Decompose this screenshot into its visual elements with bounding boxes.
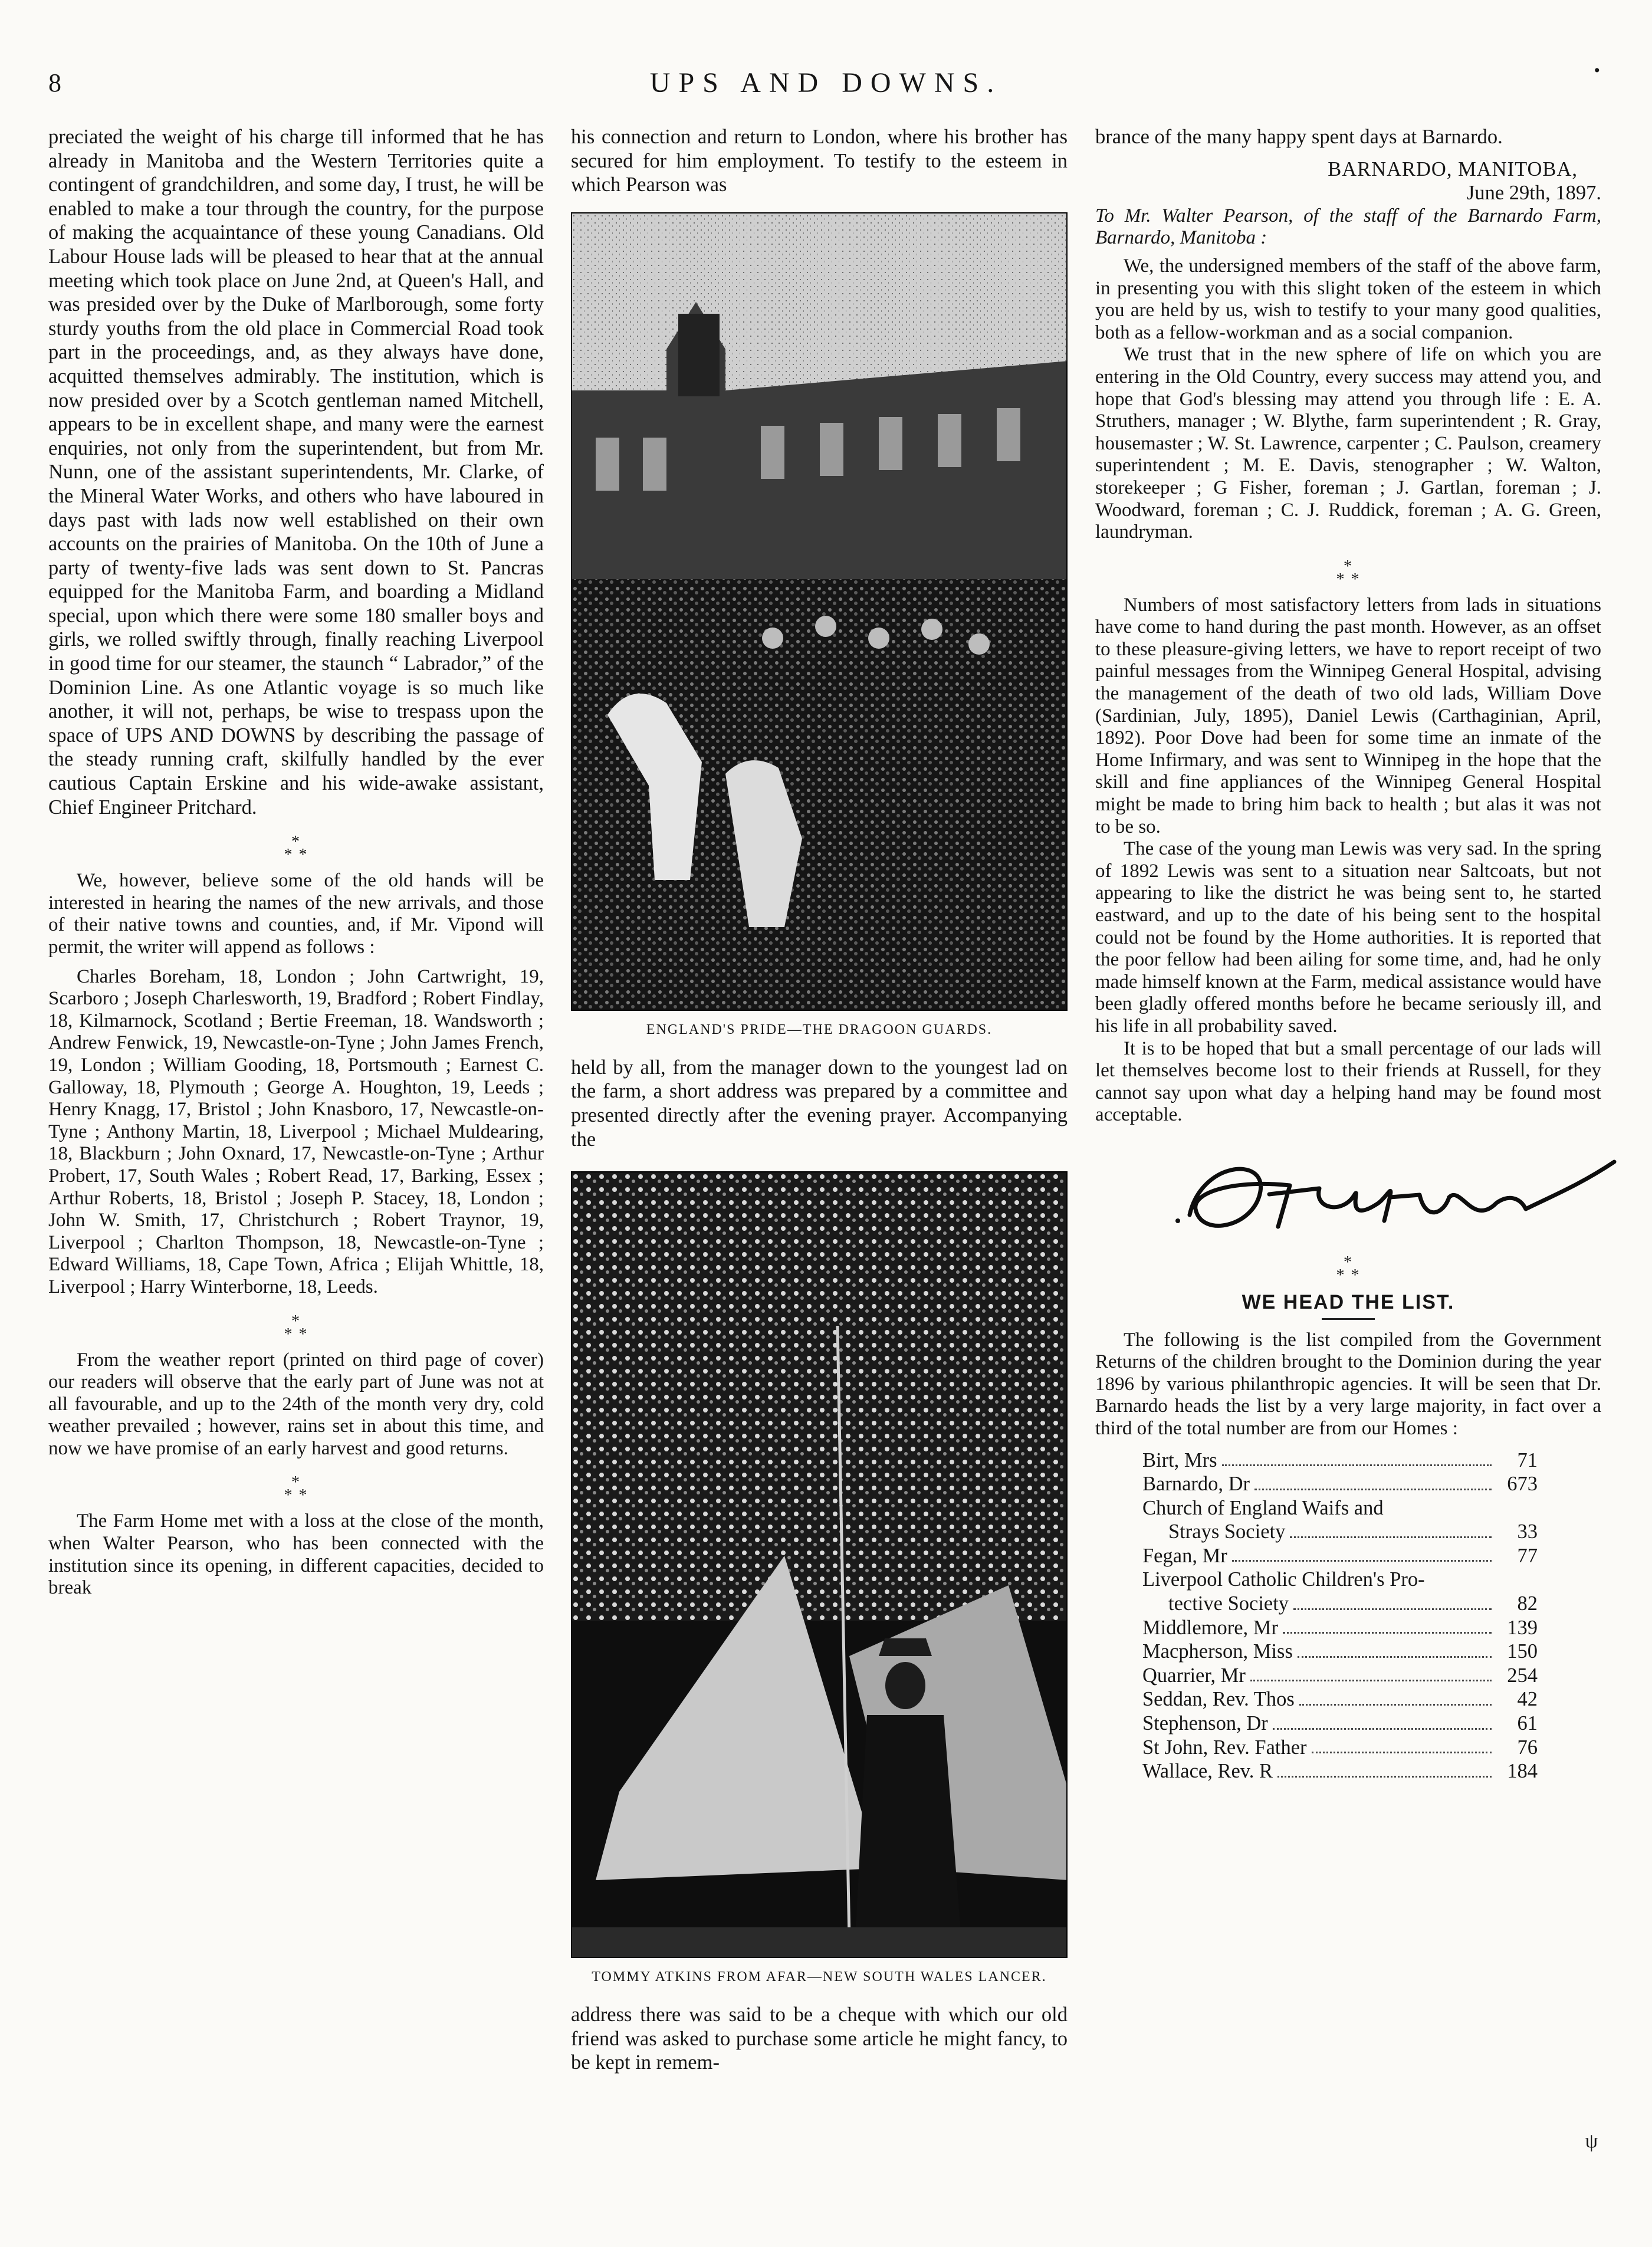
photo-nsw-lancer xyxy=(571,1171,1068,1958)
footer-mark: ψ xyxy=(1585,2130,1598,2152)
heading-rule xyxy=(1322,1318,1375,1320)
agency-count: 76 xyxy=(1517,1736,1538,1759)
paragraph: It is to be hoped that but a small percentage of our lads will let themselves become lost to their friends at Russell, for they cannot say upon what day a helping hand may be found most acceptable. xyxy=(1095,1037,1601,1126)
column-left xyxy=(48,125,544,1599)
agency-count: 33 xyxy=(1517,1520,1538,1543)
paragraph: brance of the many happy spent days at Barnardo. xyxy=(1095,126,1503,148)
photo-illustration xyxy=(572,213,1068,1010)
agency-count: 184 xyxy=(1507,1760,1538,1783)
handwritten-signature xyxy=(1166,1138,1626,1256)
agency-count: 673 xyxy=(1507,1473,1538,1496)
paragraph: his connection and return to London, where his brother has secured for him employment. To testify to the esteem in which Pearson was xyxy=(571,126,1068,196)
agency-name: Birt, Mrs xyxy=(1142,1448,1217,1471)
paragraph: We, however, believe some of the old hands will be interested in hearing the names of the new arrivals, and those of their native towns and counties, and, if Mr. Vipond will permit, the writer will append as follows : xyxy=(48,870,544,958)
section-divider-asterism: * * * xyxy=(1336,557,1361,589)
list-item xyxy=(1142,1544,1538,1568)
list-item xyxy=(1142,1448,1538,1473)
section-divider-asterism: * * * xyxy=(284,833,308,865)
agency-name: Stephenson, Dr xyxy=(1142,1712,1268,1735)
paragraph: preciated the weight of his charge till informed that he has already in Manitoba and the Western Territories quite a contingent of grandchildren, and some day, I trust, he will be enabled to make a tour through the country, for the purpose of making the acquaintance of these young Canadians. Old Labour House lads will be pleased to hear that at the annual meeting which took place on June 2nd, at Queen's Hall, and was presided over by the Duke of Marlborough, some forty sturdy youths from the old place in Commercial Road took part in the proceedings, and, as they always have done, acquitted themselves admirably. The institution, which is now presided over by a Scotch gentleman named Mitchell, appears to be in excellent shape, and many were the earnest enquiries, not only from the superintendent, but from Mr. Nunn, one of the assistant superintendents, Mr. Clarke, of the Mineral Water Works, and others who have laboured in days past with lads now well established on their own accounts on the prairies of Manitoba. On the 10th of June a party of twenty-five lads was sent down to St. Pancras equipped for the Manitoba Farm, and boarding a Midland special, upon which there were some 180 smaller boys and girls, we rolled swiftly through, finally reaching Liverpool in good time for our steamer, the staunch “ Labrador,” of the Dominion Line. As one Atlantic voyage is so much like another, it will not, perhaps, be wise to trespass upon the space of UPS AND DOWNS by describing the passage of the steady running craft, skilfully handled by the ever cautious Captain Erskine and his wide-awake assistant, Chief Engineer Pritchard. xyxy=(48,126,544,819)
column-middle xyxy=(571,125,1068,2075)
agency-name: Fegan, Mr xyxy=(1142,1544,1227,1567)
list-item xyxy=(1142,1568,1538,1615)
section-heading: WE HEAD THE LIST. xyxy=(1242,1290,1455,1313)
section-divider-asterism: * * * xyxy=(284,1473,308,1505)
agency-name-cont: Strays Society xyxy=(1168,1520,1286,1543)
letter-date: June 29th, 1897. xyxy=(1466,182,1601,205)
agency-name: Middlemore, Mr xyxy=(1142,1616,1278,1639)
paragraph: The following is the list compiled from the Government Returns of the children brought to the Dominion during the year 1896 by various philanthropic agencies. It will be seen that Dr. Barnardo heads the list by a very large majority, in fact over a third of the total number are from our Homes : xyxy=(1095,1329,1601,1439)
agency-count: 42 xyxy=(1517,1688,1538,1711)
paragraph: We, the undersigned members of the staff of the above farm, in presenting you with this slight token of the esteem in which you are held by us, wish to testify to your many good qualities, both as a fellow-workman and as a social companion. xyxy=(1095,255,1601,343)
agency-count: 150 xyxy=(1507,1640,1538,1663)
letter-addressee: To Mr. Walter Pearson, of the staff of the Barnardo Farm, Barnardo, Manitoba : xyxy=(1095,205,1601,249)
agency-name-cont: tective Society xyxy=(1168,1592,1289,1615)
letter-place: BARNARDO, MANITOBA, xyxy=(1328,157,1578,180)
list-item xyxy=(1142,1496,1538,1544)
agency-name: Macpherson, Miss xyxy=(1142,1640,1293,1663)
agency-name: Church of England Waifs and xyxy=(1142,1496,1384,1519)
corner-mark: • xyxy=(1594,61,1600,80)
paragraph: Numbers of most satisfactory letters from lads in situations have come to hand during the past month. However, as an offset to these pleasure-giving letters, we have to report receipt of two painful messages from the Winnipeg General Hospital, advising the management of the death of two old lads, William Dove (Sardinian, July, 1895), Daniel Lewis (Carthaginian, April, 1892). Poor Dove had been for some time an inmate of the Home Infirmary, and was sent to Winnipeg in the hope that the skill and fine appliances of the Winnipeg General Hospital might be made to bring him back to health ; but alas it was not to be so. xyxy=(1095,594,1601,837)
list-item xyxy=(1142,1616,1538,1640)
paragraph: The Farm Home met with a loss at the close of the month, when Walter Pearson, who has been connected with the institution since its opening, in different capacities, decided to break xyxy=(48,1510,544,1599)
list-item xyxy=(1142,1711,1538,1736)
agency-count: 82 xyxy=(1517,1592,1538,1615)
list-item xyxy=(1142,1472,1538,1496)
page-number: 8 xyxy=(48,68,61,97)
paragraph: The case of the young man Lewis was very sad. In the spring of 1892 Lewis was sent to a situation near Saltcoats, but not appearing to like the district he was being sent to, he started eastward, and up to the date of his being sent to the hospital could not be found by the Home authorities. It is reported that the poor fellow had been ailing for some time, and, had he only made himself known at the Farm, medical assistance would have been gladly offered months before he became seriously ill, and his life in all probability saved. xyxy=(1095,838,1601,1037)
agency-count: 139 xyxy=(1507,1616,1538,1639)
agency-table xyxy=(1142,1448,1538,1783)
paragraph: We trust that in the new sphere of life on which you are entering in the Old Country, every success may attend you, and hope that God's blessing may attend you through life : E. A. Struthers, manager ; W. Blythe, farm superintendent ; R. Gray, housemaster ; W. St. Lawrence, carpenter ; C. Paulson, creamery superintendent ; M. E. Davis, stenographer ; W. Walton, storekeeper ; G Fisher, foreman ; J. Gartlan, foreman ; J. Woodward, foreman ; C. J. Ruddick, foreman ; A. G. Green, laundryman. xyxy=(1095,344,1601,543)
list-item xyxy=(1142,1640,1538,1664)
list-item xyxy=(1142,1664,1538,1688)
photo-caption: TOMMY ATKINS FROM AFAR—NEW SOUTH WALES LANCER. xyxy=(592,1969,1047,1985)
agency-count: 254 xyxy=(1507,1664,1538,1687)
agency-name: Liverpool Catholic Children's Pro- xyxy=(1142,1568,1425,1591)
list-item xyxy=(1142,1687,1538,1711)
agency-count: 61 xyxy=(1517,1712,1538,1735)
agency-count: 71 xyxy=(1517,1448,1538,1471)
photo-illustration xyxy=(572,1172,1068,1957)
photo-caption: ENGLAND'S PRIDE—THE DRAGOON GUARDS. xyxy=(646,1021,993,1037)
column-right xyxy=(1095,125,1601,1783)
page-header xyxy=(0,56,1652,109)
agency-name: Quarrier, Mr xyxy=(1142,1664,1246,1687)
photo-dragoon-guards xyxy=(571,212,1068,1011)
agency-count: 77 xyxy=(1517,1544,1538,1567)
running-title: UPS AND DOWNS. xyxy=(649,67,1003,98)
section-divider-asterism: * * * xyxy=(1336,1253,1361,1285)
paragraph: address there was said to be a cheque with which our old friend was asked to purchase some article he might fancy, to be kept in remem- xyxy=(571,2003,1068,2074)
agency-name: Barnardo, Dr xyxy=(1142,1473,1250,1496)
agency-name: Seddan, Rev. Thos xyxy=(1142,1688,1295,1711)
list-item xyxy=(1142,1759,1538,1783)
agency-name: St John, Rev. Father xyxy=(1142,1736,1307,1759)
paragraph: From the weather report (printed on third page of cover) our readers will observe that the early part of June was not at all favourable, and up to the 24th of the month very dry, cold weather prevailed ; however, rains set in about this time, and now we have promise of an early harvest and good returns. xyxy=(48,1349,544,1459)
list-item xyxy=(1142,1736,1538,1760)
agency-name: Wallace, Rev. R xyxy=(1142,1760,1273,1783)
signature-area xyxy=(1095,1138,1601,1256)
section-divider-asterism: * * * xyxy=(284,1312,308,1343)
paragraph: held by all, from the manager down to the youngest lad on the farm, a short address was prepared by a committee and presented directly after the evening prayer. Accompanying the xyxy=(571,1056,1068,1151)
arrivals-list: Charles Boreham, 18, London ; John Cartwright, 19, Scarboro ; Joseph Charlesworth, 19, Bradford ; Robert Findlay, 18, Kilmarnock, Scotland ; Bertie Freeman, 18. Wandsworth ; Andrew Fenwick, 19, Newcastle-on-Tyne ; John James French, 19, London ; William Gooding, 18, Portsmouth ; Earnest C. Galloway, 18, Plymouth ; George A. Houghton, 19, Leeds ; Henry Knagg, 17, Bristol ; John Knasboro, 17, Newcastle-on-Tyne ; Anthony Martin, 18, Liverpool ; Michael Muldearing, 18, Blackburn ; John Oxnard, 17, Newcastle-on-Tyne ; Arthur Probert, 17, South Wales ; Robert Read, 17, Barking, Essex ; Arthur Roberts, 18, Bristol ; Joseph P. Stacey, 18, London ; John W. Smith, 17, Christchurch ; Robert Traynor, 19, Liverpool ; Charlton Thompson, 18, Newcastle-on-Tyne ; Edward Williams, 18, Cape Town, Africa ; Elijah Whittle, 18, Liverpool ; Harry Winterborne, 18, Leeds. xyxy=(48,965,544,1297)
